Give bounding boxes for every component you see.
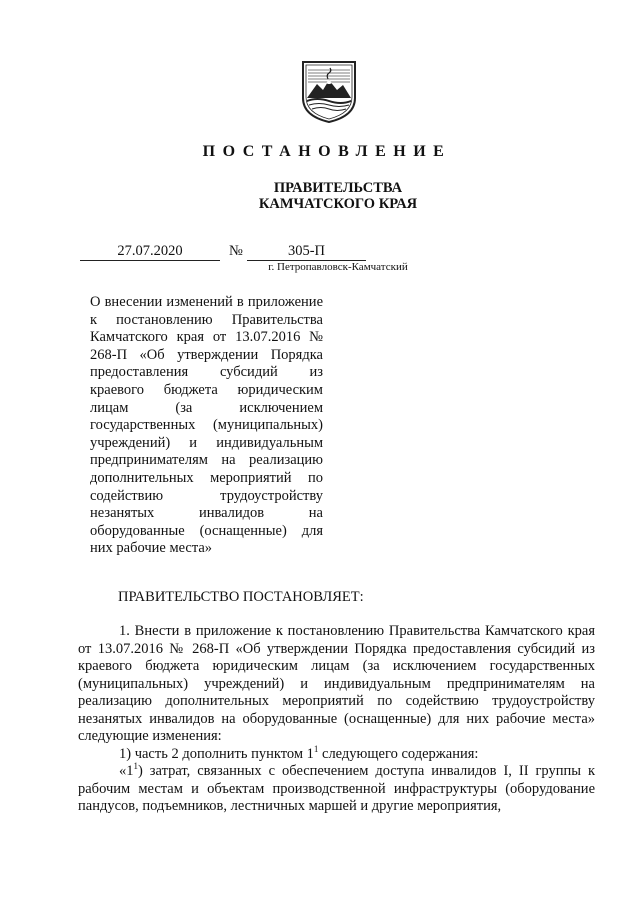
government-name-line2: КАМЧАТСКОГО КРАЯ: [258, 196, 418, 212]
document-subject: О внесении изменений в приложение к постановлению Правительства Камчатского края от 13.07.2016 № 268-П «Об утверждении Порядка предоставления субсидий из краевого бюджета юридическим лицам (за исключением государственных (муниципальных) учреждений) и индивидуальным предпринимателям на реализацию дополнительных мероприятий по содействию трудоустройству незанятых инвалидов на оборудованные (оснащенные) для них рабочие места»: [90, 294, 323, 557]
decree-heading: ПРАВИТЕЛЬСТВО ПОСТАНОВЛЯЕТ:: [118, 589, 364, 605]
city-name: г. Петропавловск-Камчатский: [268, 261, 408, 273]
document-title: ПОСТАНОВЛЕНИЕ: [202, 143, 452, 160]
date-number-line: [80, 243, 366, 263]
document-number: 305-П: [287, 243, 326, 259]
body-paragraph-3: «$1^1$) затрат, связанных с обеспечением доступа инвалидов I, II группы к рабочим местам и объектам производственной инфраструктуры (оборудование пандусов, подъемников, лестничных маршей и другие мероприятия,: [78, 761, 595, 814]
document-date: 27.07.2020: [117, 243, 183, 259]
number-sign: №: [229, 243, 243, 259]
body-paragraph-2: 1) часть 2 дополнить пунктом $1^1$ следующего содержания:: [119, 743, 479, 762]
document-body: [78, 623, 595, 816]
body-paragraph-1: 1. Внести в приложение к постановлению Правительства Камчатского края от 13.07.2016 № 268-П «Об утверждении Порядка предоставления субсидий из краевого бюджета юридическим лицам (за исключением государственных (муниципальных) учреждений) и индивидуальным предпринимателям на реализацию дополнительных мероприятий по содействию трудоустройству незанятых инвалидов на оборудованные (оснащенные) для них рабочие места» следующие изменения:: [78, 623, 595, 744]
coat-of-arms-emblem: [297, 58, 361, 124]
government-name-line1: ПРАВИТЕЛЬСТВА: [273, 180, 403, 196]
